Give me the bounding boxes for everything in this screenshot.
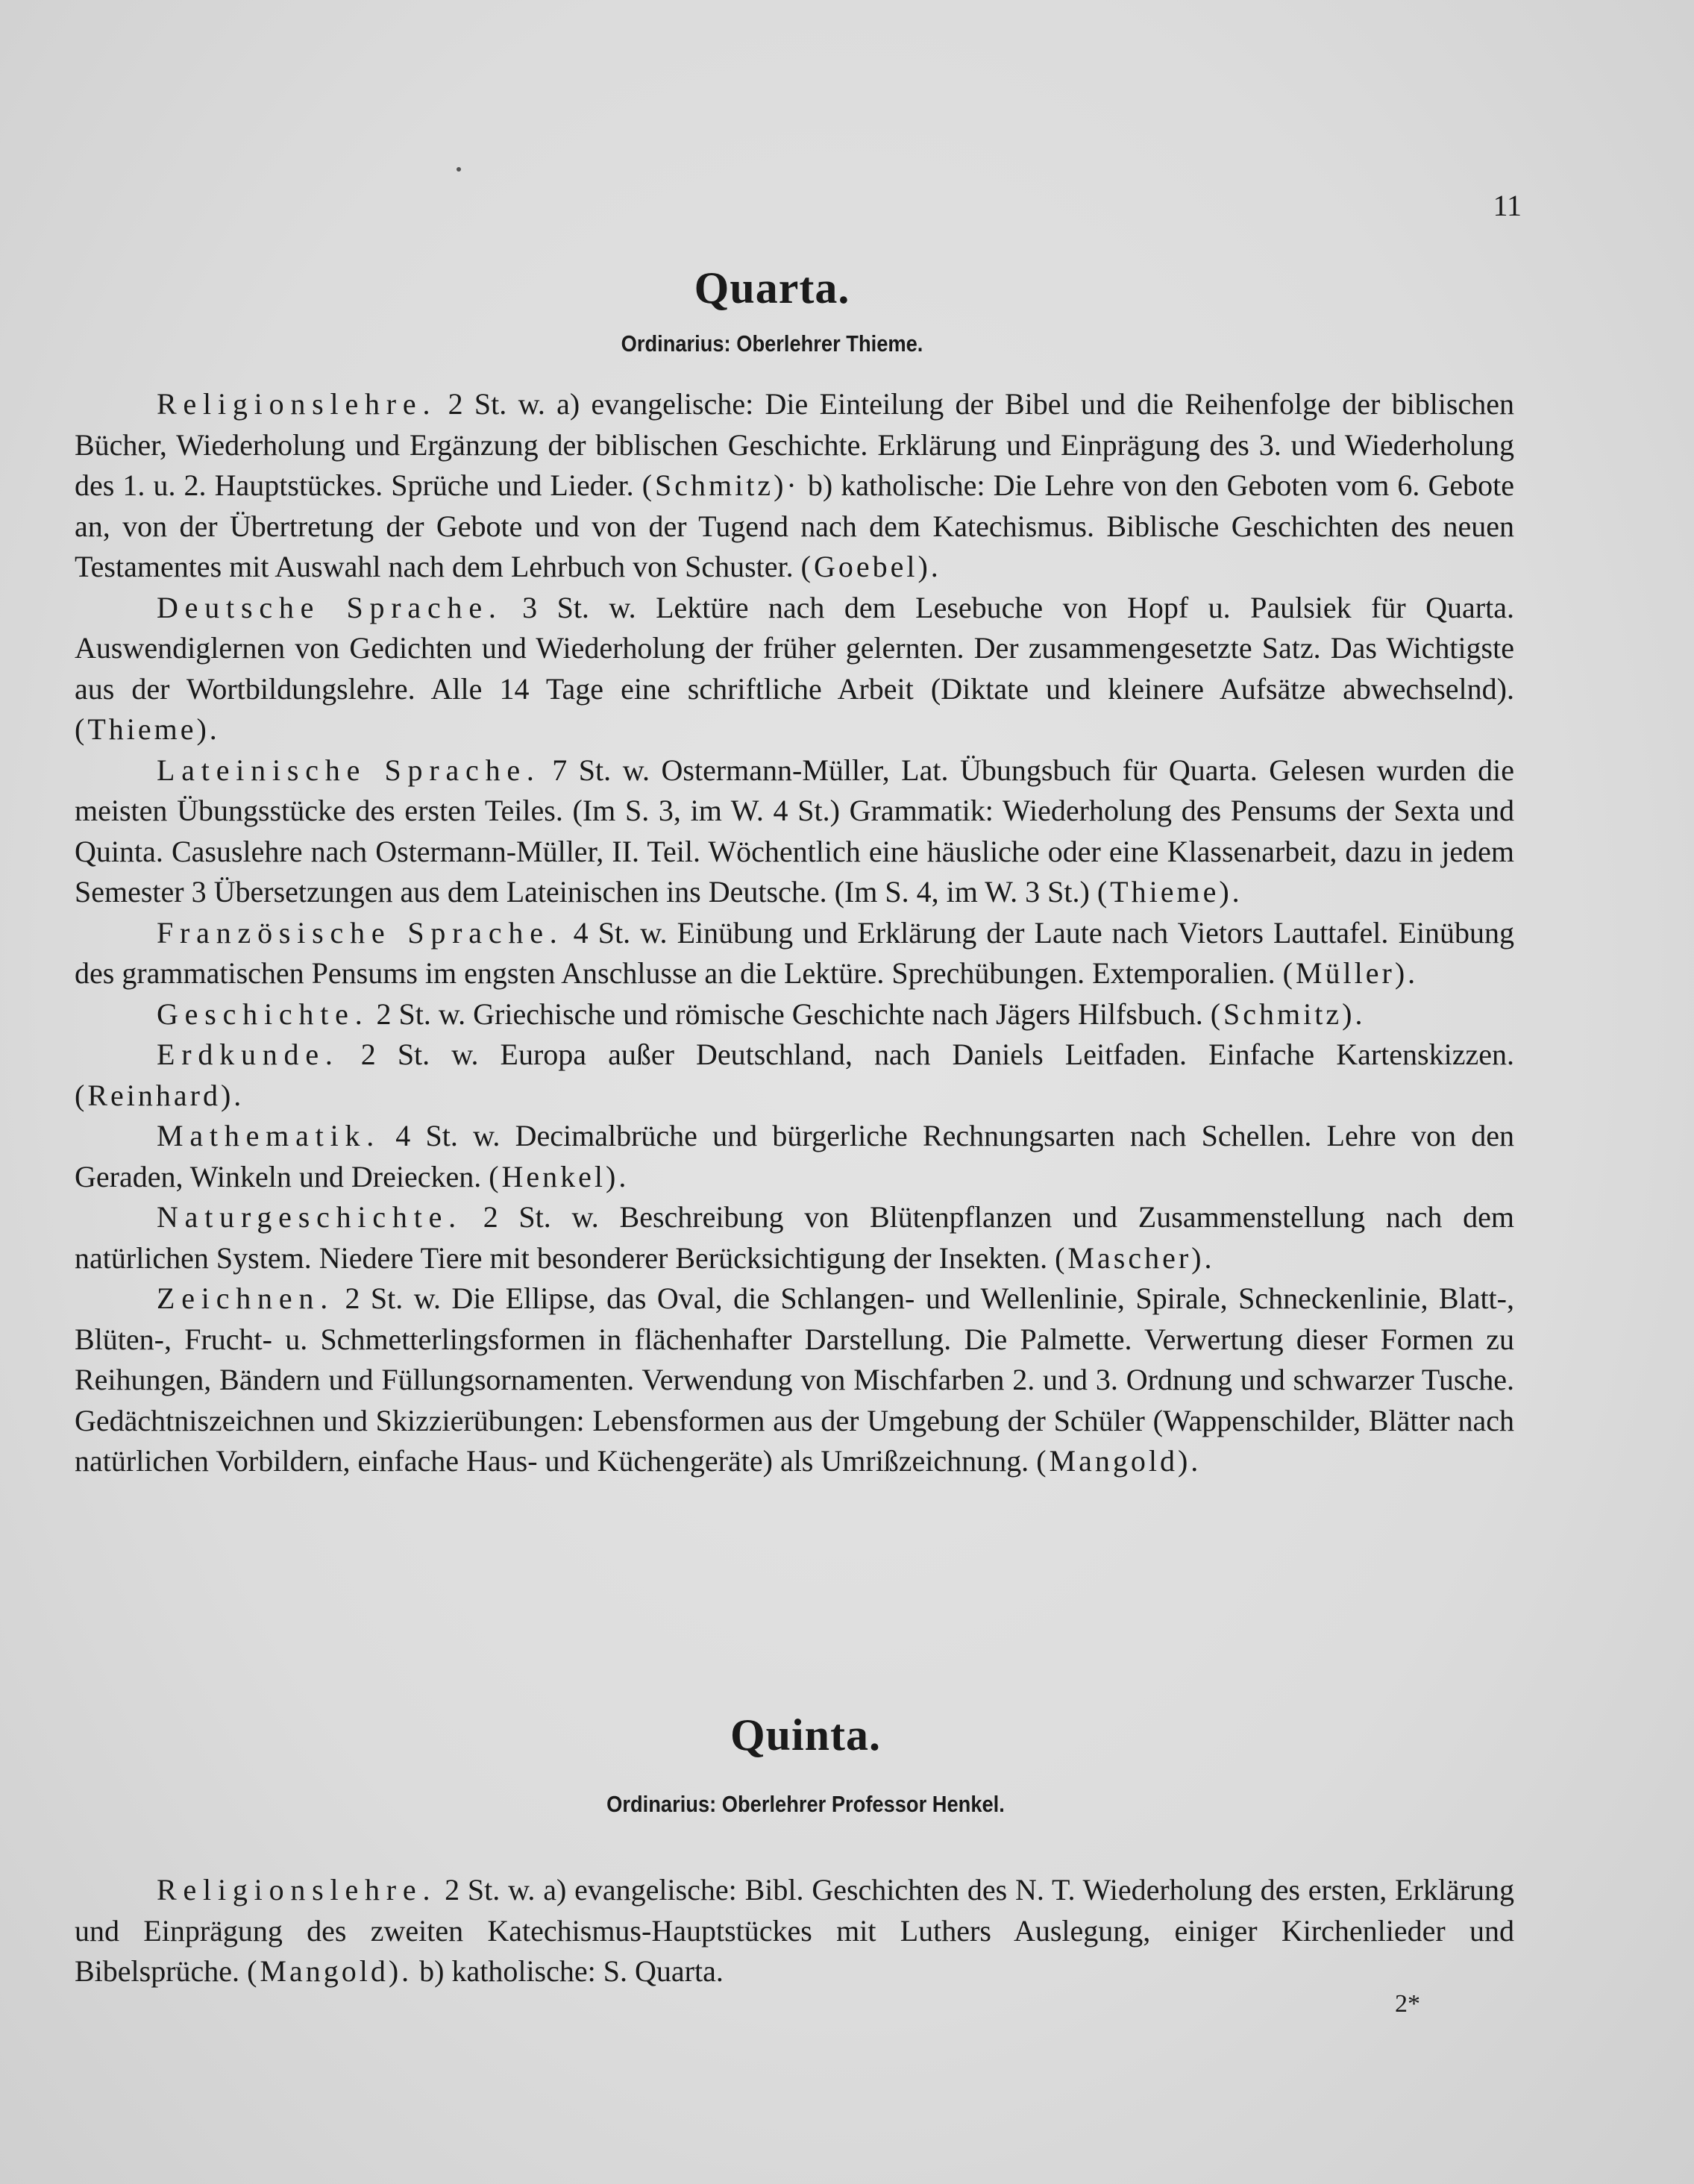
entry-text: 2 St. w. a) evangelische: Bibl. Geschichten des N. T. Wiederholung des ersten, Erklärung und Einprägung des zweiten Katechismus-Hauptstückes mit Luthers Auslegung, einiger Kirchenlieder und Bibelsprüche. [75, 1873, 1514, 1988]
entry-religionslehre [75, 1870, 1514, 1992]
subject-label: Erdkunde. [157, 1038, 339, 1071]
entry-text: 7 St. w. Ostermann-Müller, Lat. Übungsbuch für Quarta. Gelesen wurden die meisten Übungsstücke des ersten Teiles. (Im S. 3, im W. 4 St.) Grammatik: Wiederholung des Pensums der Sexta und Quinta. Casuslehre nach Ostermann-Müller, II. Teil. Wöchentlich eine häusliche oder eine Klassenarbeit, dazu in jedem Semester 3 Übersetzungen aus dem Lateinischen ins Deutsche. (Im S. 4, im W. 3 St.) [75, 753, 1515, 909]
entry-text: 2 St. w. Die Ellipse, das Oval, die Schlangen- und Wellenlinie, Spirale, Schneckenlinie, Blatt-, Blüten-, Frucht- u. Schmetterlingsformen in flächenhafter Darstellung. Die Palmette. Verwertung dieser Formen zu Reihungen, Bändern und Füllungsornamenten. Verwendung von Mischfarben 2. und 3. Ordnung und schwarzer Tusche. Gedächtniszeichnen und Skizzierübungen: Lebensformen aus der Umgebung der Schüler (Wappenschilder, Blätter nach natürlichen Vorbildern, einfache Haus- und Küchengeräte) als Umrißzeichnung. [75, 1281, 1514, 1478]
subject-label: Religionslehre. [157, 387, 437, 421]
entry-mathematik [75, 1116, 1514, 1197]
subject-label: Naturgeschichte. [157, 1200, 462, 1234]
entry-text-continued: b) katholische: S. Quarta. [412, 1954, 724, 1988]
subject-label: Französische Sprache. [157, 915, 564, 950]
entry-text: 3 St. w. Lektüre nach dem Lesebuche von Hopf u. Paulsiek für Quarta. Auswendiglernen von Gedichten und Wiederholung der früher gelernten. Der zusammengesetzte Satz. Das Wichtigste aus der Wortbildungslehre. Alle 14 Tage eine schriftliche Arbeit (Diktate und kleinere Aufsätze abwechselnd). [75, 590, 1514, 706]
teacher-name-2: (Goebel). [800, 550, 941, 583]
signature-mark: 2* [1395, 1990, 1420, 2018]
entry-text: 4 St. w. Decimalbrüche und bürgerliche Rechnungsarten nach Schellen. Lehre von den Geraden, Winkeln und Dreiecken. [75, 1119, 1514, 1193]
speck-mark [457, 167, 461, 172]
entry-text-continued: b) katholische: Die Lehre von den Geboten vom 6. Gebote an, von der Übertretung der Gebote und von der Tugend nach dem Katechismus. Biblische Geschichten des neuen Testamentes mit Auswahl nach dem Lehrbuch von Schuster. [75, 468, 1515, 583]
subject-label: Mathematik. [157, 1119, 381, 1152]
section-title: Quarta. [694, 263, 850, 313]
entry-text: 4 St. w. Einübung und Erklärung der Laute nach Vietors Lauttafel. Einübung des grammatischen Pensums im engsten Anschlusse an die Lektüre. Sprechübungen. Extemporalien. [75, 915, 1514, 990]
teacher-name: (Thieme). [1097, 875, 1243, 909]
subject-label: Geschichte. [157, 997, 369, 1031]
subject-label: Religionslehre. [157, 1873, 437, 1907]
entry-text: 2 St. w. a) evangelische: Die Einteilung der Bibel und die Reihenfolge der biblischen Bücher, Wiederholung und Ergänzung der biblischen Geschichte. Erklärung und Einprägung des 3. und Wiederholung des 1. u. 2. Hauptstückes. Sprüche und Lieder. [75, 387, 1514, 502]
entry-zeichnen [75, 1278, 1514, 1482]
entry-lateinische-sprache [75, 750, 1514, 913]
teacher-name: (Mangold). [247, 1954, 412, 1988]
section-quarta [75, 263, 1514, 1482]
teacher-name: (Henkel). [489, 1159, 630, 1193]
subject-label: Deutsche Sprache. [157, 590, 503, 624]
teacher-name: (Reinhard). [75, 1078, 245, 1112]
entry-religionslehre [75, 384, 1514, 588]
section-title: Quinta. [730, 1710, 882, 1760]
entry-erdkunde [75, 1035, 1514, 1116]
teacher-name: (Mascher). [1055, 1240, 1215, 1275]
entry-naturgeschichte [75, 1197, 1514, 1278]
subject-label: Zeichnen. [157, 1281, 335, 1315]
teacher-name: (Mangold). [1036, 1444, 1202, 1478]
teacher-name: (Thieme). [75, 712, 220, 746]
section-quinta [75, 1710, 1514, 1992]
page-number: 11 [1493, 189, 1522, 222]
ordinarius-line: Ordinarius: Oberlehrer Professor Henkel. [606, 1791, 1005, 1817]
entry-text: 2 St. w. Griechische und römische Geschichte nach Jägers Hilfsbuch. [368, 997, 1211, 1031]
entry-geschichte [75, 994, 1514, 1035]
teacher-name: (Schmitz). [1210, 997, 1366, 1031]
entry-franzoesische-sprache [75, 913, 1514, 994]
subject-label: Lateinische Sprache. [157, 753, 541, 787]
entry-text: 2 St. w. Europa außer Deutschland, nach Daniels Leitfaden. Einfache Kartenskizzen. [339, 1038, 1514, 1071]
ordinarius-line: Ordinarius: Oberlehrer Thieme. [621, 330, 923, 357]
teacher-name: (Schmitz)· [641, 468, 800, 502]
entry-deutsche-sprache [75, 588, 1514, 750]
teacher-name: (Müller). [1282, 956, 1419, 990]
entry-text: 2 St. w. Beschreibung von Blütenpflanzen und Zusammenstellung nach dem natürlichen System. Niedere Tiere mit besonderer Berücksichtigung der Insekten. [75, 1200, 1514, 1275]
